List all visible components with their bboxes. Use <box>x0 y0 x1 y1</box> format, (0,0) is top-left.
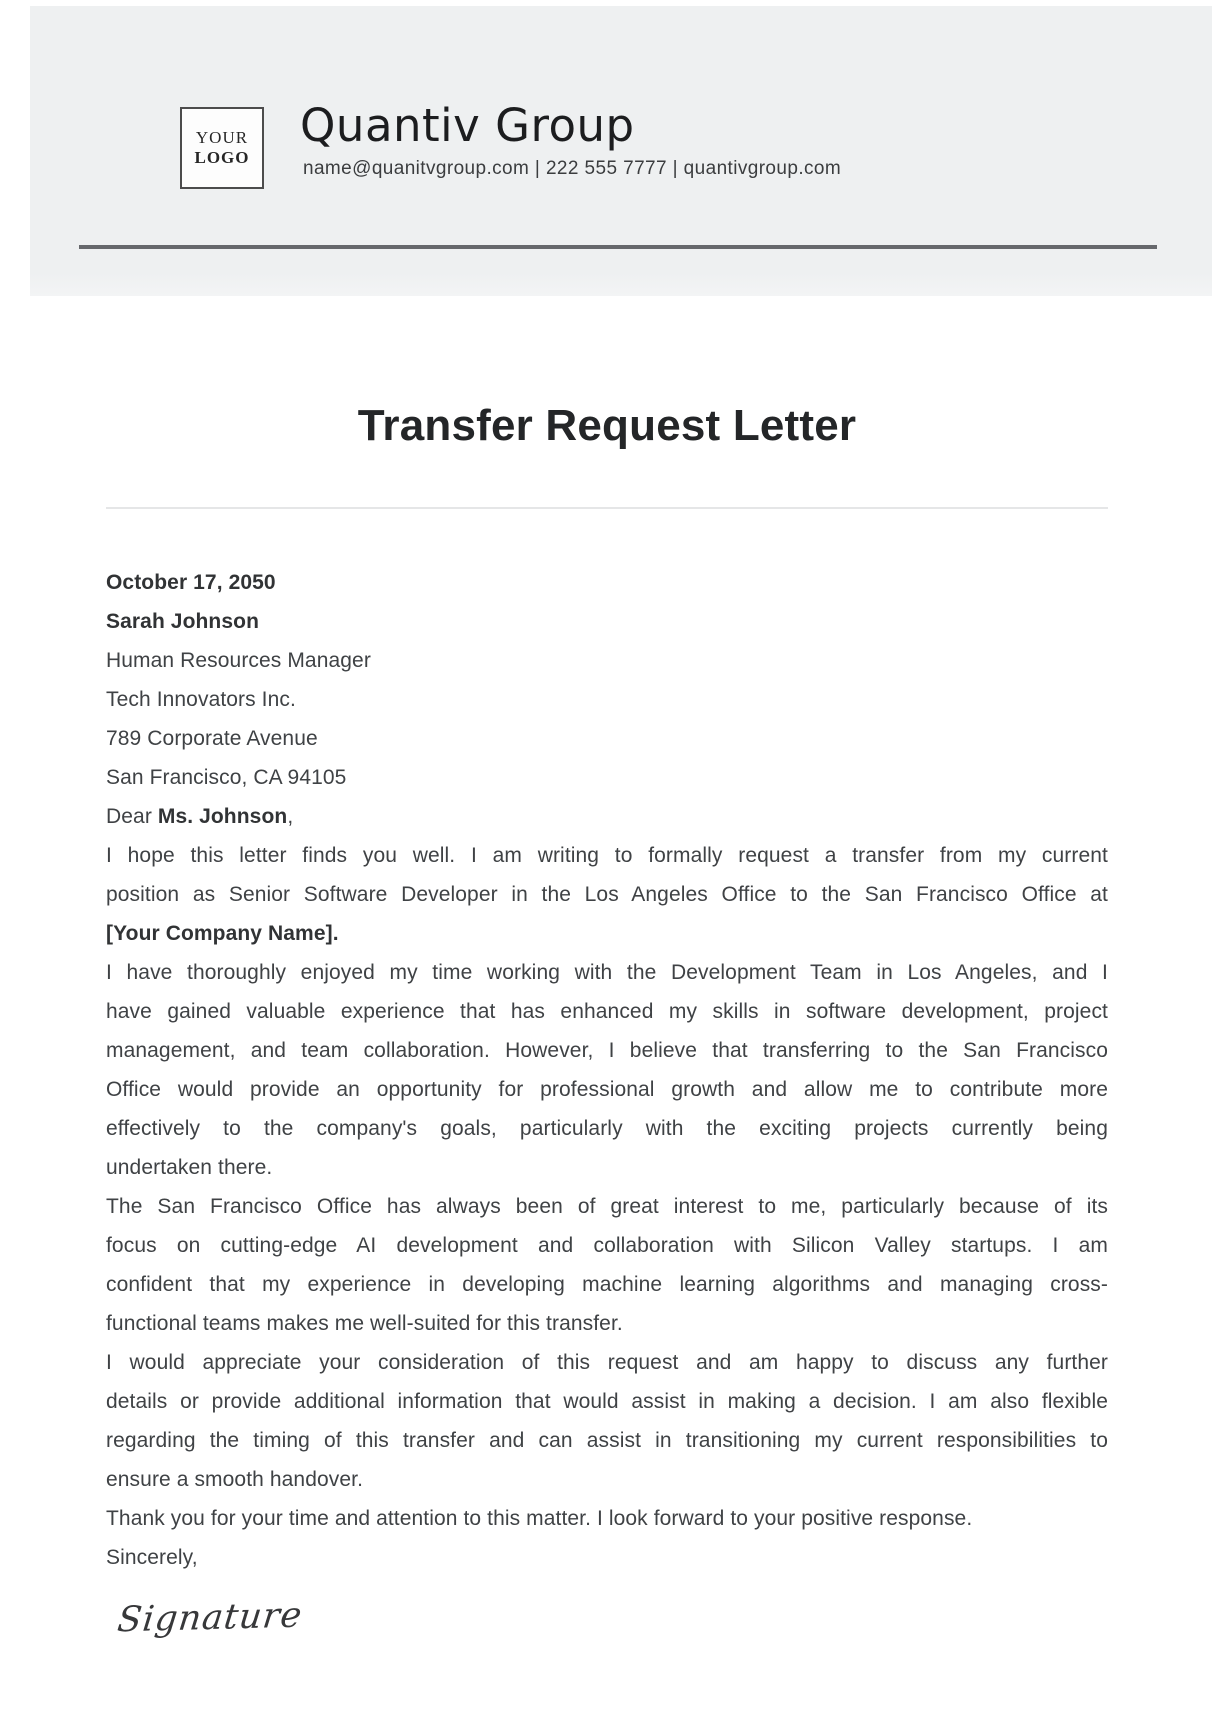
letter-text-bold: [Your Company Name]. <box>106 922 339 945</box>
document-title: Transfer Request Letter <box>357 401 857 450</box>
letter-text-bold: Ms. Johnson <box>157 805 288 828</box>
letter-text: Dear <box>106 805 158 828</box>
letter-text: I hope this letter finds you well. I am writing to formally request a transfer from my current <box>106 844 1108 867</box>
logo-text-top: YOUR <box>195 128 249 147</box>
signature-script: Signature <box>115 1595 305 1641</box>
letter-text: position as Senior Software Developer in the Los Angeles Office to the San Francisco Office at <box>106 883 1108 906</box>
title-divider <box>106 507 1108 509</box>
letter-text: Office would provide an opportunity for professional growth and allow me to contribute more <box>106 1078 1108 1101</box>
letter-line <box>106 1304 1108 1343</box>
letter-text: Sincerely, <box>106 1546 198 1569</box>
letter-line <box>106 797 1108 836</box>
letter-line <box>106 1499 1108 1538</box>
letter-line <box>106 1031 1108 1070</box>
letter-text: management, and team collaboration. However, I believe that transferring to the San Francisco <box>106 1039 1108 1062</box>
letter-line <box>106 641 1108 680</box>
letter-line <box>106 1109 1108 1148</box>
letter-text: regarding the timing of this transfer and can assist in transitioning my current responsibilities to <box>106 1429 1108 1452</box>
letter-line <box>106 1148 1108 1187</box>
letter-text: , <box>287 805 294 828</box>
company-name: Quantiv Group <box>300 99 635 152</box>
header-divider <box>79 245 1157 249</box>
letter-line <box>106 914 1108 953</box>
letter-line <box>106 1187 1108 1226</box>
letter-text: confident that my experience in developing machine learning algorithms and managing cross- <box>106 1273 1108 1296</box>
letter-line <box>106 875 1108 914</box>
letter-line <box>106 1460 1108 1499</box>
letter-text: I would appreciate your consideration of this request and am happy to discuss any further <box>106 1351 1108 1374</box>
letter-text: I have thoroughly enjoyed my time working with the Development Team in Los Angeles, and I <box>106 961 1108 984</box>
letterhead <box>30 6 1212 296</box>
letter-text: have gained valuable experience that has enhanced my skills in software development, project <box>106 1000 1108 1023</box>
letter-line <box>106 719 1108 758</box>
letter-line <box>106 1343 1108 1382</box>
letter-line <box>106 1226 1108 1265</box>
letter-text: ensure a smooth handover. <box>106 1468 364 1491</box>
company-logo <box>180 107 264 189</box>
letter-text: Thank you for your time and attention to this matter. I look forward to your positive response. <box>106 1507 973 1530</box>
logo-text-bottom: LOGO <box>194 148 250 167</box>
letter-line <box>106 563 1108 602</box>
contact-info: name@quanitvgroup.com | 222 555 7777 | quantivgroup.com <box>303 158 842 179</box>
letter-line <box>106 1421 1108 1460</box>
letter-line <box>106 758 1108 797</box>
letter-text: Tech Innovators Inc. <box>106 688 296 711</box>
letter-text: The San Francisco Office has always been of great interest to me, particularly because of its <box>106 1195 1108 1218</box>
letter-body <box>106 563 1108 1577</box>
letter-line <box>106 1382 1108 1421</box>
letter-text: undertaken there. <box>106 1156 273 1179</box>
letter-text: focus on cutting-edge AI development and collaboration with Silicon Valley startups. I am <box>106 1234 1108 1257</box>
letter-text-bold: Sarah Johnson <box>106 610 259 633</box>
letter-text: Human Resources Manager <box>106 649 371 672</box>
letter-text-bold: October 17, 2050 <box>106 571 276 594</box>
letter-line <box>106 836 1108 875</box>
letter-line <box>106 602 1108 641</box>
letter-text: San Francisco, CA 94105 <box>106 766 347 789</box>
letter-text: functional teams makes me well-suited for this transfer. <box>106 1312 623 1335</box>
letter-text: details or provide additional information that would assist in making a decision. I am also flexible <box>106 1390 1108 1413</box>
letter-line <box>106 1070 1108 1109</box>
letter-text: 789 Corporate Avenue <box>106 727 318 750</box>
letter-line <box>106 1538 1108 1577</box>
letter-line <box>106 1265 1108 1304</box>
letter-line <box>106 992 1108 1031</box>
letter-line <box>106 953 1108 992</box>
letter-line <box>106 680 1108 719</box>
letter-text: effectively to the company's goals, particularly with the exciting projects currently being <box>106 1117 1108 1140</box>
